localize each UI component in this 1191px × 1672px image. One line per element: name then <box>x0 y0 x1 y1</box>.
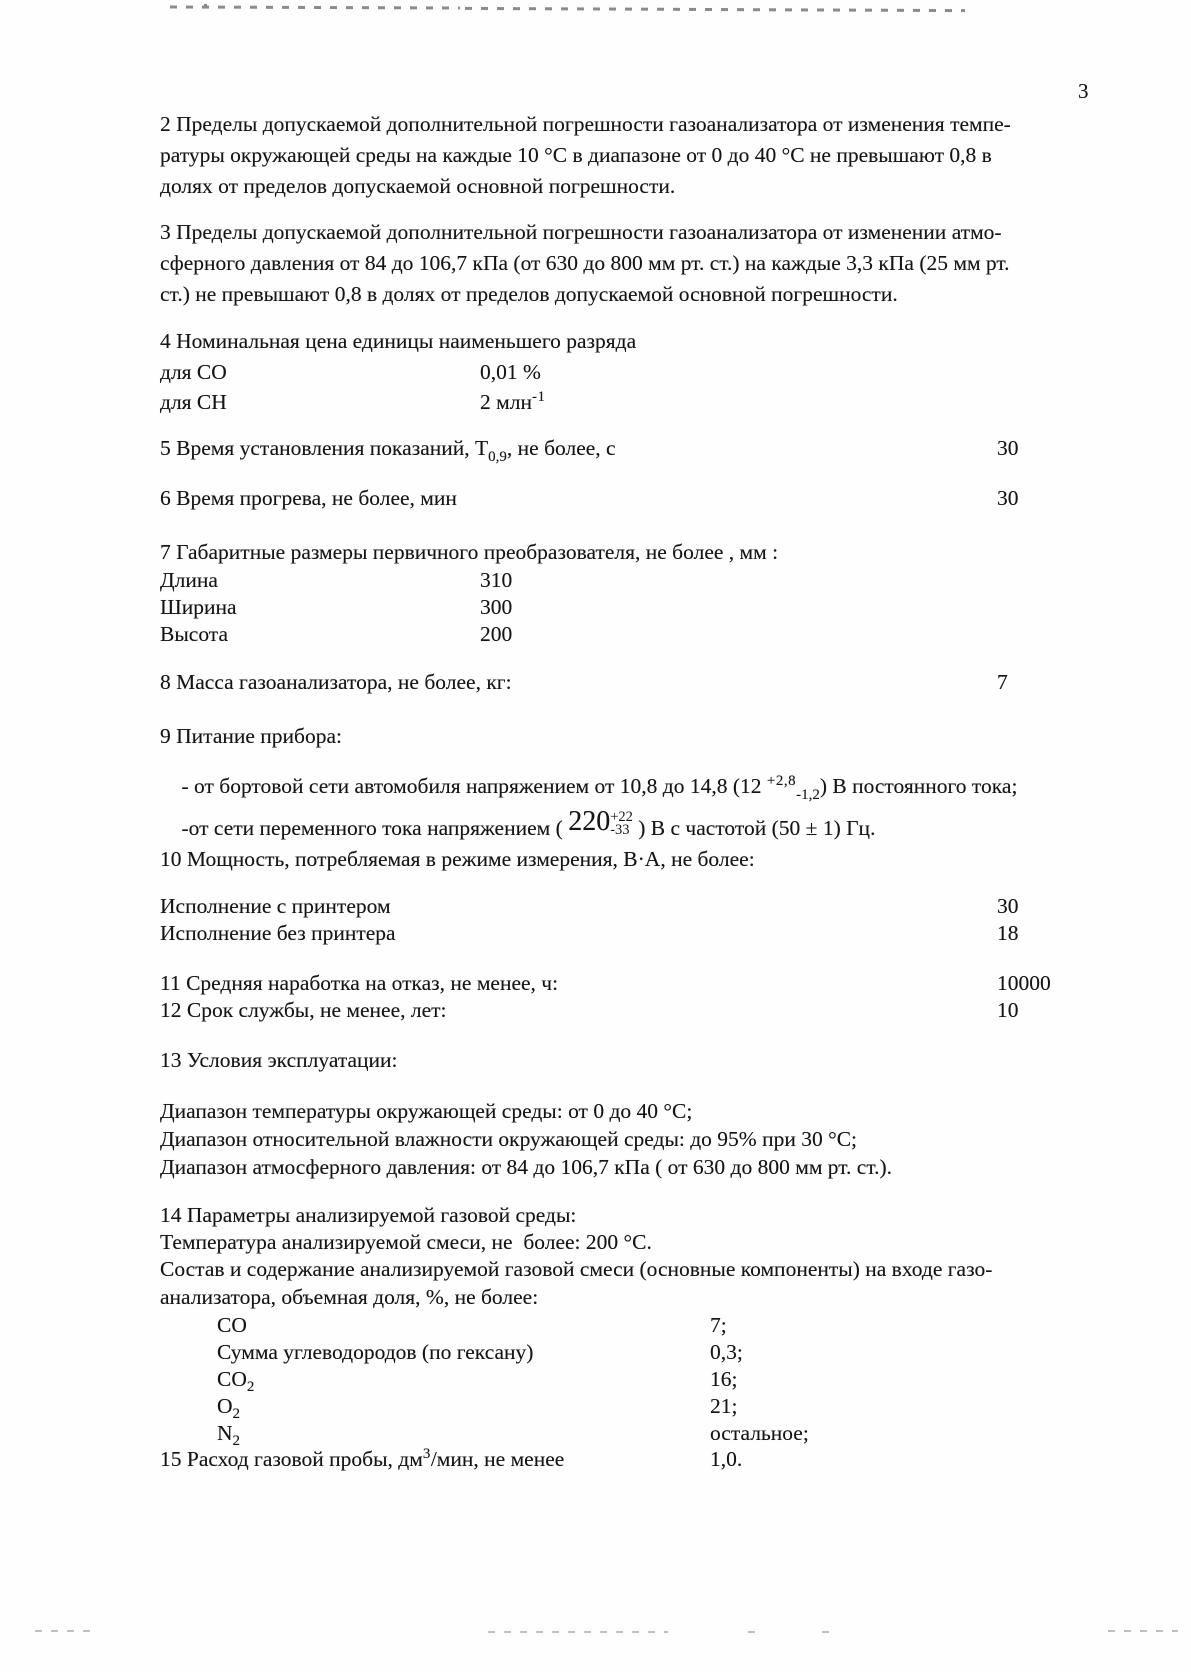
spec-row-length <box>0 568 1191 596</box>
gas-row-n2 <box>0 1421 1191 1449</box>
paragraph-2-line-2: ратуры окружающей среды на каждые 10 °С в диапазоне от 0 до 40 °С не превышают 0,8 в <box>160 143 992 167</box>
spec-label: 12 Срок службы, не менее, лет: <box>160 998 447 1022</box>
spec-label: для CH <box>160 390 227 414</box>
spec-row-mass <box>0 670 1191 698</box>
gas-name: $N_2$ <box>217 1421 241 1449</box>
spec-label: 6 Время прогрева, не более, мин <box>160 486 457 510</box>
spec-label: 8 Масса газоанализатора, не более, кг: <box>160 670 512 694</box>
spec-row-mtbf <box>0 971 1191 999</box>
spec-label: Высота <box>160 622 228 646</box>
spec-row-power-without-printer <box>0 921 1191 949</box>
superscript: 3 <box>422 1446 431 1462</box>
paragraph-2-line-3: долях от пределов допускаемой основной погрешности. <box>160 174 676 198</box>
gas-value: 7; <box>710 1313 727 1337</box>
section-14-line-composition-2: анализатора, объемная доля, %, не более: <box>160 1285 539 1309</box>
spec-value: 10000 <box>997 971 1051 995</box>
spec-value: 10 <box>997 998 1019 1022</box>
spec-value: 30 <box>997 894 1019 918</box>
spec-row-sample-flow <box>0 1447 1191 1475</box>
spec-label: для CO <box>160 360 227 384</box>
spec-value: 200 <box>480 622 513 646</box>
superscript: -1 <box>531 389 546 405</box>
gas-name: $O_2$ <box>217 1394 241 1422</box>
spec-value: 310 <box>480 568 513 592</box>
section-7-heading: 7 Габаритные размеры первичного преобразователя, не более , мм : <box>160 540 779 564</box>
scan-artifact-bottom-4 <box>822 1631 836 1633</box>
gas-row-o2 <box>0 1394 1191 1422</box>
spec-row-response-time <box>0 436 1191 464</box>
section-9-line-ac-power: -от сети переменного тока напряжением ( 220 +22 -33 ) В с частотой (50 ± 1) Гц. <box>181 805 876 840</box>
section-14-line-mix-temperature: Температура анализируемой смеси, не более: 200 °С. <box>160 1230 652 1254</box>
gas-value: остальное; <box>710 1421 809 1445</box>
section-10-heading: 10 Мощность, потребляемая в режиме измерения, В·А, не более: <box>160 847 755 871</box>
superscript: +2,8 <box>766 772 797 789</box>
spec-row-ch-resolution <box>0 390 1191 418</box>
spec-label: Исполнение с принтером <box>160 894 391 918</box>
gas-name: $CO_2$ <box>217 1367 255 1395</box>
spec-value: 0,01 % <box>480 360 541 384</box>
section-13-line-humidity-range: Диапазон относительной влажности окружающей среды: до 95% при 30 °С; <box>160 1127 858 1151</box>
page-number: 3 <box>1078 79 1089 103</box>
scan-artifact-bottom-1 <box>35 1630 95 1632</box>
spec-label: Ширина <box>160 595 237 619</box>
spec-value: 7 <box>997 670 1008 694</box>
spec-row-warmup-time <box>0 486 1191 514</box>
spec-value: 30 <box>997 436 1019 460</box>
scan-artifact-bottom-3 <box>748 1631 764 1633</box>
scan-artifact-top-line-right <box>465 7 965 12</box>
subscript: 2 <box>232 1406 241 1422</box>
paragraph-2-line-1: 2 Пределы допускаемой дополнительной погрешности газоанализатора от изменения темпе- <box>160 112 1011 136</box>
spec-value: 1,0. <box>710 1447 743 1471</box>
scan-artifact-bottom-5 <box>1108 1630 1178 1632</box>
spec-value: 18 <box>997 921 1019 945</box>
superscript: +22 <box>610 808 633 825</box>
subscript: -33 <box>610 821 630 838</box>
section-9-heading: 9 Питание прибора: <box>160 724 343 748</box>
section-4-heading: 4 Номинальная цена единицы наименьшего разряда <box>160 329 637 353</box>
paragraph-3-line-3: ст.) не превышают 0,8 в долях от пределов допускаемой основной погрешности. <box>160 282 898 306</box>
gas-value: 16; <box>710 1367 738 1391</box>
paragraph-3-line-2: сферного давления от 84 до 106,7 кПа (от 630 до 800 мм рт. ст.) на каждые 3,3 кПа (25 мм рт. <box>160 251 1010 275</box>
spec-value: 30 <box>997 486 1019 510</box>
scan-artifact-dot <box>204 4 207 6</box>
spec-label: 11 Средняя наработка на отказ, не менее, ч: <box>160 971 559 995</box>
scan-artifact-top-line-left <box>170 5 460 9</box>
spec-row-co-resolution <box>0 360 1191 388</box>
gas-value: 0,3; <box>710 1340 743 1364</box>
subscript: 2 <box>246 1379 255 1395</box>
spec-label: 5 Время установления показаний, $Т_{0,9}$, не более, с <box>160 436 616 465</box>
gas-row-co <box>0 1313 1191 1341</box>
gas-name: CO <box>217 1313 247 1337</box>
spec-label: 15 Расход газовой пробы, $дм^3$/мин, не менее <box>160 1446 565 1471</box>
spec-row-width <box>0 595 1191 623</box>
gas-name: Сумма углеводородов (по гексану) <box>217 1340 534 1364</box>
spec-row-height <box>0 622 1191 650</box>
section-13-line-pressure-range: Диапазон атмосферного давления: от 84 до 106,7 кПа ( от 630 до 800 мм рт. ст.). <box>160 1155 893 1179</box>
spec-label: Исполнение без принтера <box>160 921 396 945</box>
subscript: -1,2 <box>796 786 820 803</box>
spec-value: 2 млн$^{-1}$ <box>480 389 546 414</box>
voltage-tolerance-stack <box>610 808 633 838</box>
subscript: 2 <box>232 1433 241 1449</box>
section-14-heading: 14 Параметры анализируемой газовой среды: <box>160 1203 577 1227</box>
section-14-line-composition-1: Состав и содержание анализируемой газовой смеси (основные компоненты) на входе газо- <box>160 1257 993 1281</box>
gas-row-co2 <box>0 1367 1191 1395</box>
scan-artifact-bottom-2 <box>488 1631 668 1633</box>
section-13-line-temperature-range: Диапазон температуры окружающей среды: от 0 до 40 °С; <box>160 1099 693 1123</box>
spec-row-power-with-printer <box>0 894 1191 922</box>
subscript: 0,9 <box>488 449 507 465</box>
section-13-heading: 13 Условия эксплуатации: <box>160 1048 398 1072</box>
voltage-value: 220 <box>568 805 611 837</box>
gas-row-hydrocarbons <box>0 1340 1191 1368</box>
spec-row-service-life <box>0 998 1191 1026</box>
gas-value: 21; <box>710 1394 738 1418</box>
spec-label: Длина <box>160 568 218 592</box>
paragraph-3-line-1: 3 Пределы допускаемой дополнительной погрешности газоанализатора от изменении атмо- <box>160 220 1002 244</box>
spec-value: 300 <box>480 595 513 619</box>
section-9-line-dc-power: - от бортовой сети автомобиля напряжением от 10,8 до 14,8 (12 $^{+2,8}_{-1,2}$) В постоянного тока; <box>181 772 1018 803</box>
